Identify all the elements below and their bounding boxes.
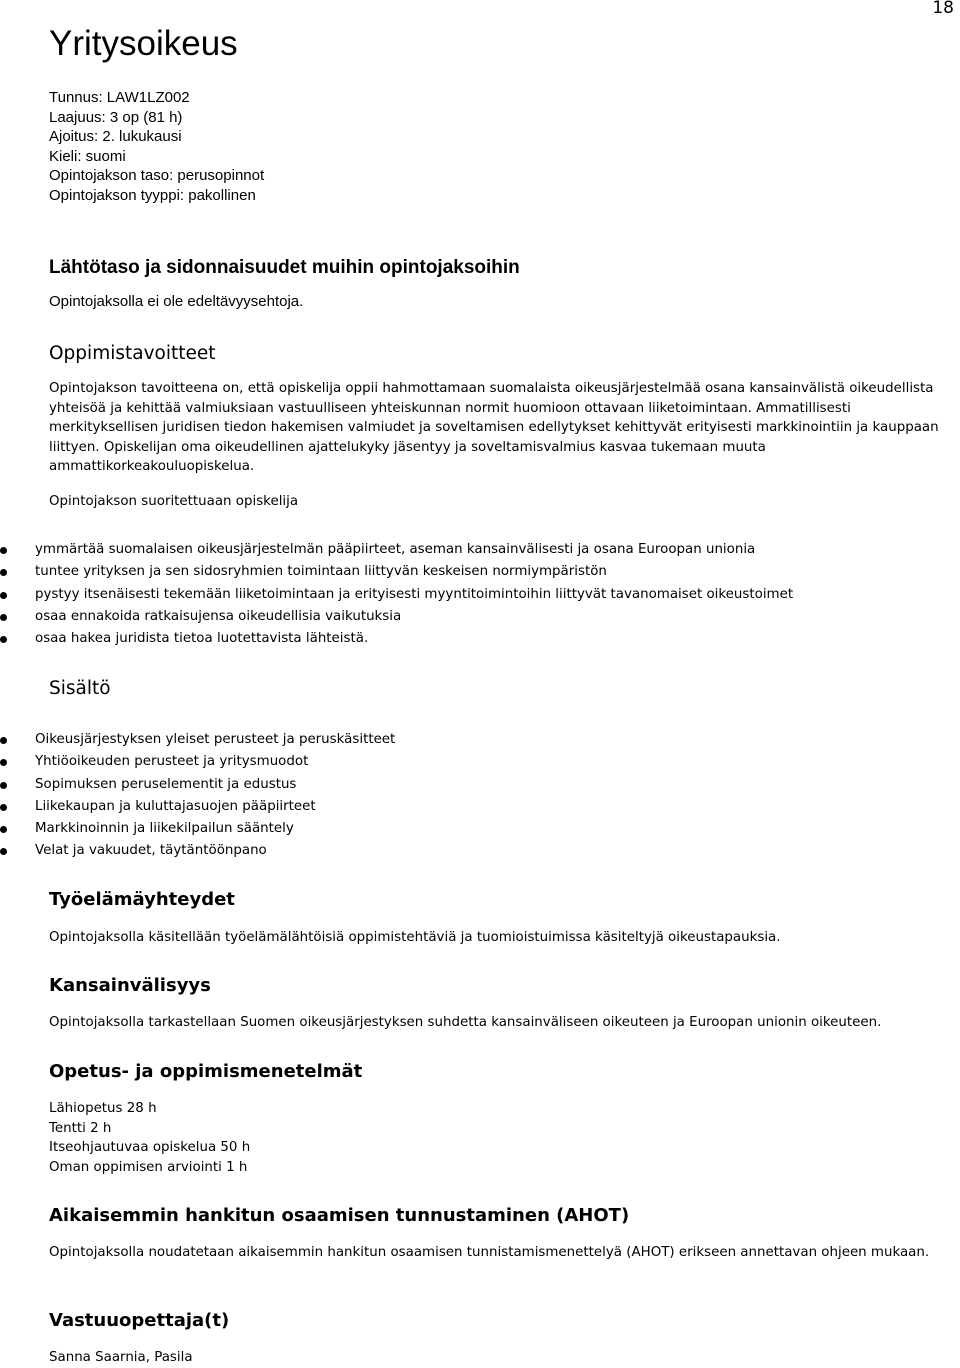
bullet-icon bbox=[0, 592, 7, 599]
ahot-text: Opintojaksolla noudatetaan aikaisemmin hankitun osaamisen tunnistamismenettelyä (AHOT) erikseen annettavan ohjeen mukaan. bbox=[49, 1245, 930, 1260]
bullet-icon bbox=[0, 804, 7, 811]
list-item: Markkinoinnin ja liikekilpailun sääntely bbox=[0, 818, 395, 840]
prerequisites-text: Opintojaksolla ei ole edeltävyysehtoja. bbox=[49, 293, 304, 310]
course-meta bbox=[49, 88, 264, 205]
list-item: Liikekaupan ja kuluttajasuojen pääpiirteet bbox=[0, 796, 395, 818]
list-item: Yhtiöoikeuden perusteet ja yritysmuodot bbox=[0, 751, 395, 773]
objectives-intro: Opintojakson suoritettuaan opiskelija bbox=[49, 494, 299, 509]
page-number: 18 bbox=[932, 0, 954, 18]
course-title: Yritysoikeus bbox=[49, 24, 238, 63]
objectives-paragraph: Opintojakson tavoitteena on, että opiskelija oppii hahmottamaan suomalaista oikeusjärjestelmää osana kansainvälistä oikeudellista yhteisöä ja kehittää valmiuksiaan vastuulliseen yhteiskunnan normit huomioon ottavaan liiketoimintaan. Ammatillisesti merkityksellisen juridisen tiedon hakemisen valmiudet ja soveltamisen edellytykset kehittyvät erityisesti markkinointiin ja kauppaan liittyen. Opiskelijan oma oikeudellinen ajattelukyky jäsentyy ja soveltamisvalmius kasvaa tukemaan muuta ammattikorkeakouluopiskelua. bbox=[49, 381, 939, 474]
bullet-icon bbox=[0, 547, 7, 554]
list-item: pystyy itsenäisesti tekemään liiketoimintaan ja erityisesti myyntitoimintoihin liittyvät tavanomaiset oikeustoimet bbox=[0, 584, 793, 606]
list-item: osaa ennakoida ratkaisujensa oikeudellisia vaikutuksia bbox=[0, 606, 793, 628]
prerequisites-heading: Lähtötaso ja sidonnaisuudet muihin opintojaksoihin bbox=[49, 257, 520, 278]
list-item: Oikeusjärjestyksen yleiset perusteet ja peruskäsitteet bbox=[0, 729, 395, 751]
list-item: Oman oppimisen arviointi 1 h bbox=[49, 1159, 248, 1175]
bullet-icon bbox=[0, 759, 7, 766]
teachers-heading: Vastuuopettaja(t) bbox=[49, 1310, 230, 1331]
meta-credits: Laajuus: 3 op (81 h) bbox=[49, 108, 183, 126]
working-life-heading: Työelämäyhteydet bbox=[49, 889, 235, 910]
bullet-icon bbox=[0, 569, 7, 576]
list-item: osaa hakea juridista tietoa luotettavista lähteistä. bbox=[0, 628, 793, 650]
meta-timing: Ajoitus: 2. lukukausi bbox=[49, 128, 182, 145]
ahot-heading: Aikaisemmin hankitun osaamisen tunnustaminen (AHOT) bbox=[49, 1205, 630, 1226]
list-item: Lähiopetus 28 h bbox=[49, 1101, 157, 1116]
bullet-icon bbox=[0, 782, 7, 789]
methods-list bbox=[49, 1099, 250, 1177]
list-item: Velat ja vakuudet, täytäntöönpano bbox=[0, 840, 395, 862]
methods-heading: Opetus- ja oppimismenetelmät bbox=[49, 1061, 363, 1082]
content-heading: Sisältö bbox=[49, 678, 111, 699]
bullet-icon bbox=[0, 614, 7, 621]
meta-level: Opintojakson taso: perusopinnot bbox=[49, 167, 265, 184]
list-item: Itseohjautuvaa opiskelua 50 h bbox=[49, 1140, 251, 1155]
meta-type: Opintojakson tyyppi: pakollinen bbox=[49, 186, 256, 204]
working-life-text: Opintojaksolla käsitellään työelämälähtöisiä oppimistehtäviä ja tuomioistuimissa käsiteltyjä oikeustapauksia. bbox=[49, 930, 781, 945]
objectives-list bbox=[0, 539, 793, 650]
bullet-icon bbox=[0, 737, 7, 744]
bullet-icon bbox=[0, 826, 7, 833]
list-item: tuntee yrityksen ja sen sidosryhmien toimintaan liittyvän keskeisen normiympäristön bbox=[0, 561, 793, 583]
list-item: ymmärtää suomalaisen oikeusjärjestelmän pääpiirteet, aseman kansainvälisesti ja osana Euroopan unionia bbox=[0, 539, 793, 561]
bullet-icon bbox=[0, 636, 7, 643]
content-list bbox=[0, 729, 395, 863]
meta-code: Tunnus: LAW1LZ002 bbox=[49, 89, 190, 106]
objectives-heading: Oppimistavoitteet bbox=[49, 343, 216, 364]
bullet-icon bbox=[0, 848, 7, 855]
teachers-text: Sanna Saarnia, Pasila bbox=[49, 1350, 193, 1365]
international-text: Opintojaksolla tarkastellaan Suomen oikeusjärjestyksen suhdetta kansainväliseen oikeuteen ja Euroopan unionin oikeuteen. bbox=[49, 1015, 882, 1030]
meta-language: Kieli: suomi bbox=[49, 147, 126, 165]
list-item: Tentti 2 h bbox=[49, 1120, 112, 1136]
list-item: Sopimuksen peruselementit ja edustus bbox=[0, 774, 395, 796]
international-heading: Kansainvälisyys bbox=[49, 975, 211, 996]
